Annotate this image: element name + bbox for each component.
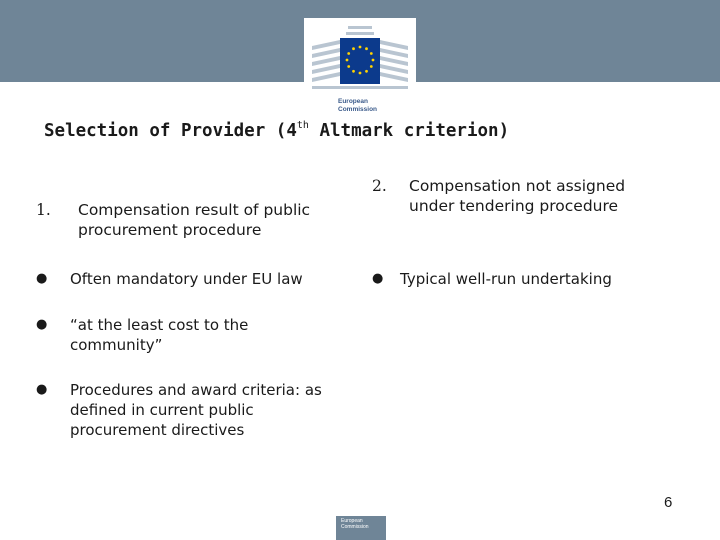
bullet-line: “at the least cost to the — [70, 316, 249, 334]
left-heading-line2: procurement procedure — [78, 221, 262, 239]
european-commission-logo — [304, 18, 416, 124]
title-text: Selection of Provider (4 — [44, 121, 297, 141]
right-column-heading — [372, 176, 672, 220]
logo-line-european: European — [338, 98, 368, 105]
bullet-icon: ● — [36, 382, 48, 397]
bullet-icon: ● — [36, 271, 48, 286]
bullet-line: community” — [70, 336, 163, 354]
bullet-icon: ● — [372, 271, 384, 286]
logo-line-commission: Commission — [338, 106, 378, 113]
bullet-line: Often mandatory under EU law — [70, 270, 303, 288]
page-title — [44, 120, 509, 141]
right-heading-line2: under tendering procedure — [409, 197, 619, 215]
title-text-end: Altmark criterion) — [308, 121, 510, 141]
list-item — [372, 269, 672, 289]
bullet-line: procurement directives — [70, 421, 245, 439]
left-column-heading — [36, 200, 356, 244]
title-superscript: th — [296, 120, 309, 131]
logo-text — [338, 98, 398, 114]
right-column-number: 2. — [372, 177, 387, 195]
bullet-icon: ● — [36, 317, 48, 332]
bullet-line: Procedures and award criteria: as — [70, 381, 322, 399]
commission-building-icon — [310, 22, 410, 94]
list-item — [36, 315, 356, 355]
eu-flag — [340, 38, 380, 84]
footer-logo — [336, 516, 386, 540]
list-item — [36, 269, 356, 289]
left-column-number: 1. — [36, 201, 51, 219]
footer-logo-label: European Commission — [341, 518, 369, 530]
page-number: 6 — [664, 494, 673, 511]
bullet-line: defined in current public — [70, 401, 254, 419]
bullet-line: Typical well-run undertaking — [400, 270, 612, 288]
right-heading-line1: Compensation not assigned — [409, 177, 626, 195]
left-heading-line1: Compensation result of public — [78, 201, 311, 219]
list-item — [36, 380, 356, 440]
